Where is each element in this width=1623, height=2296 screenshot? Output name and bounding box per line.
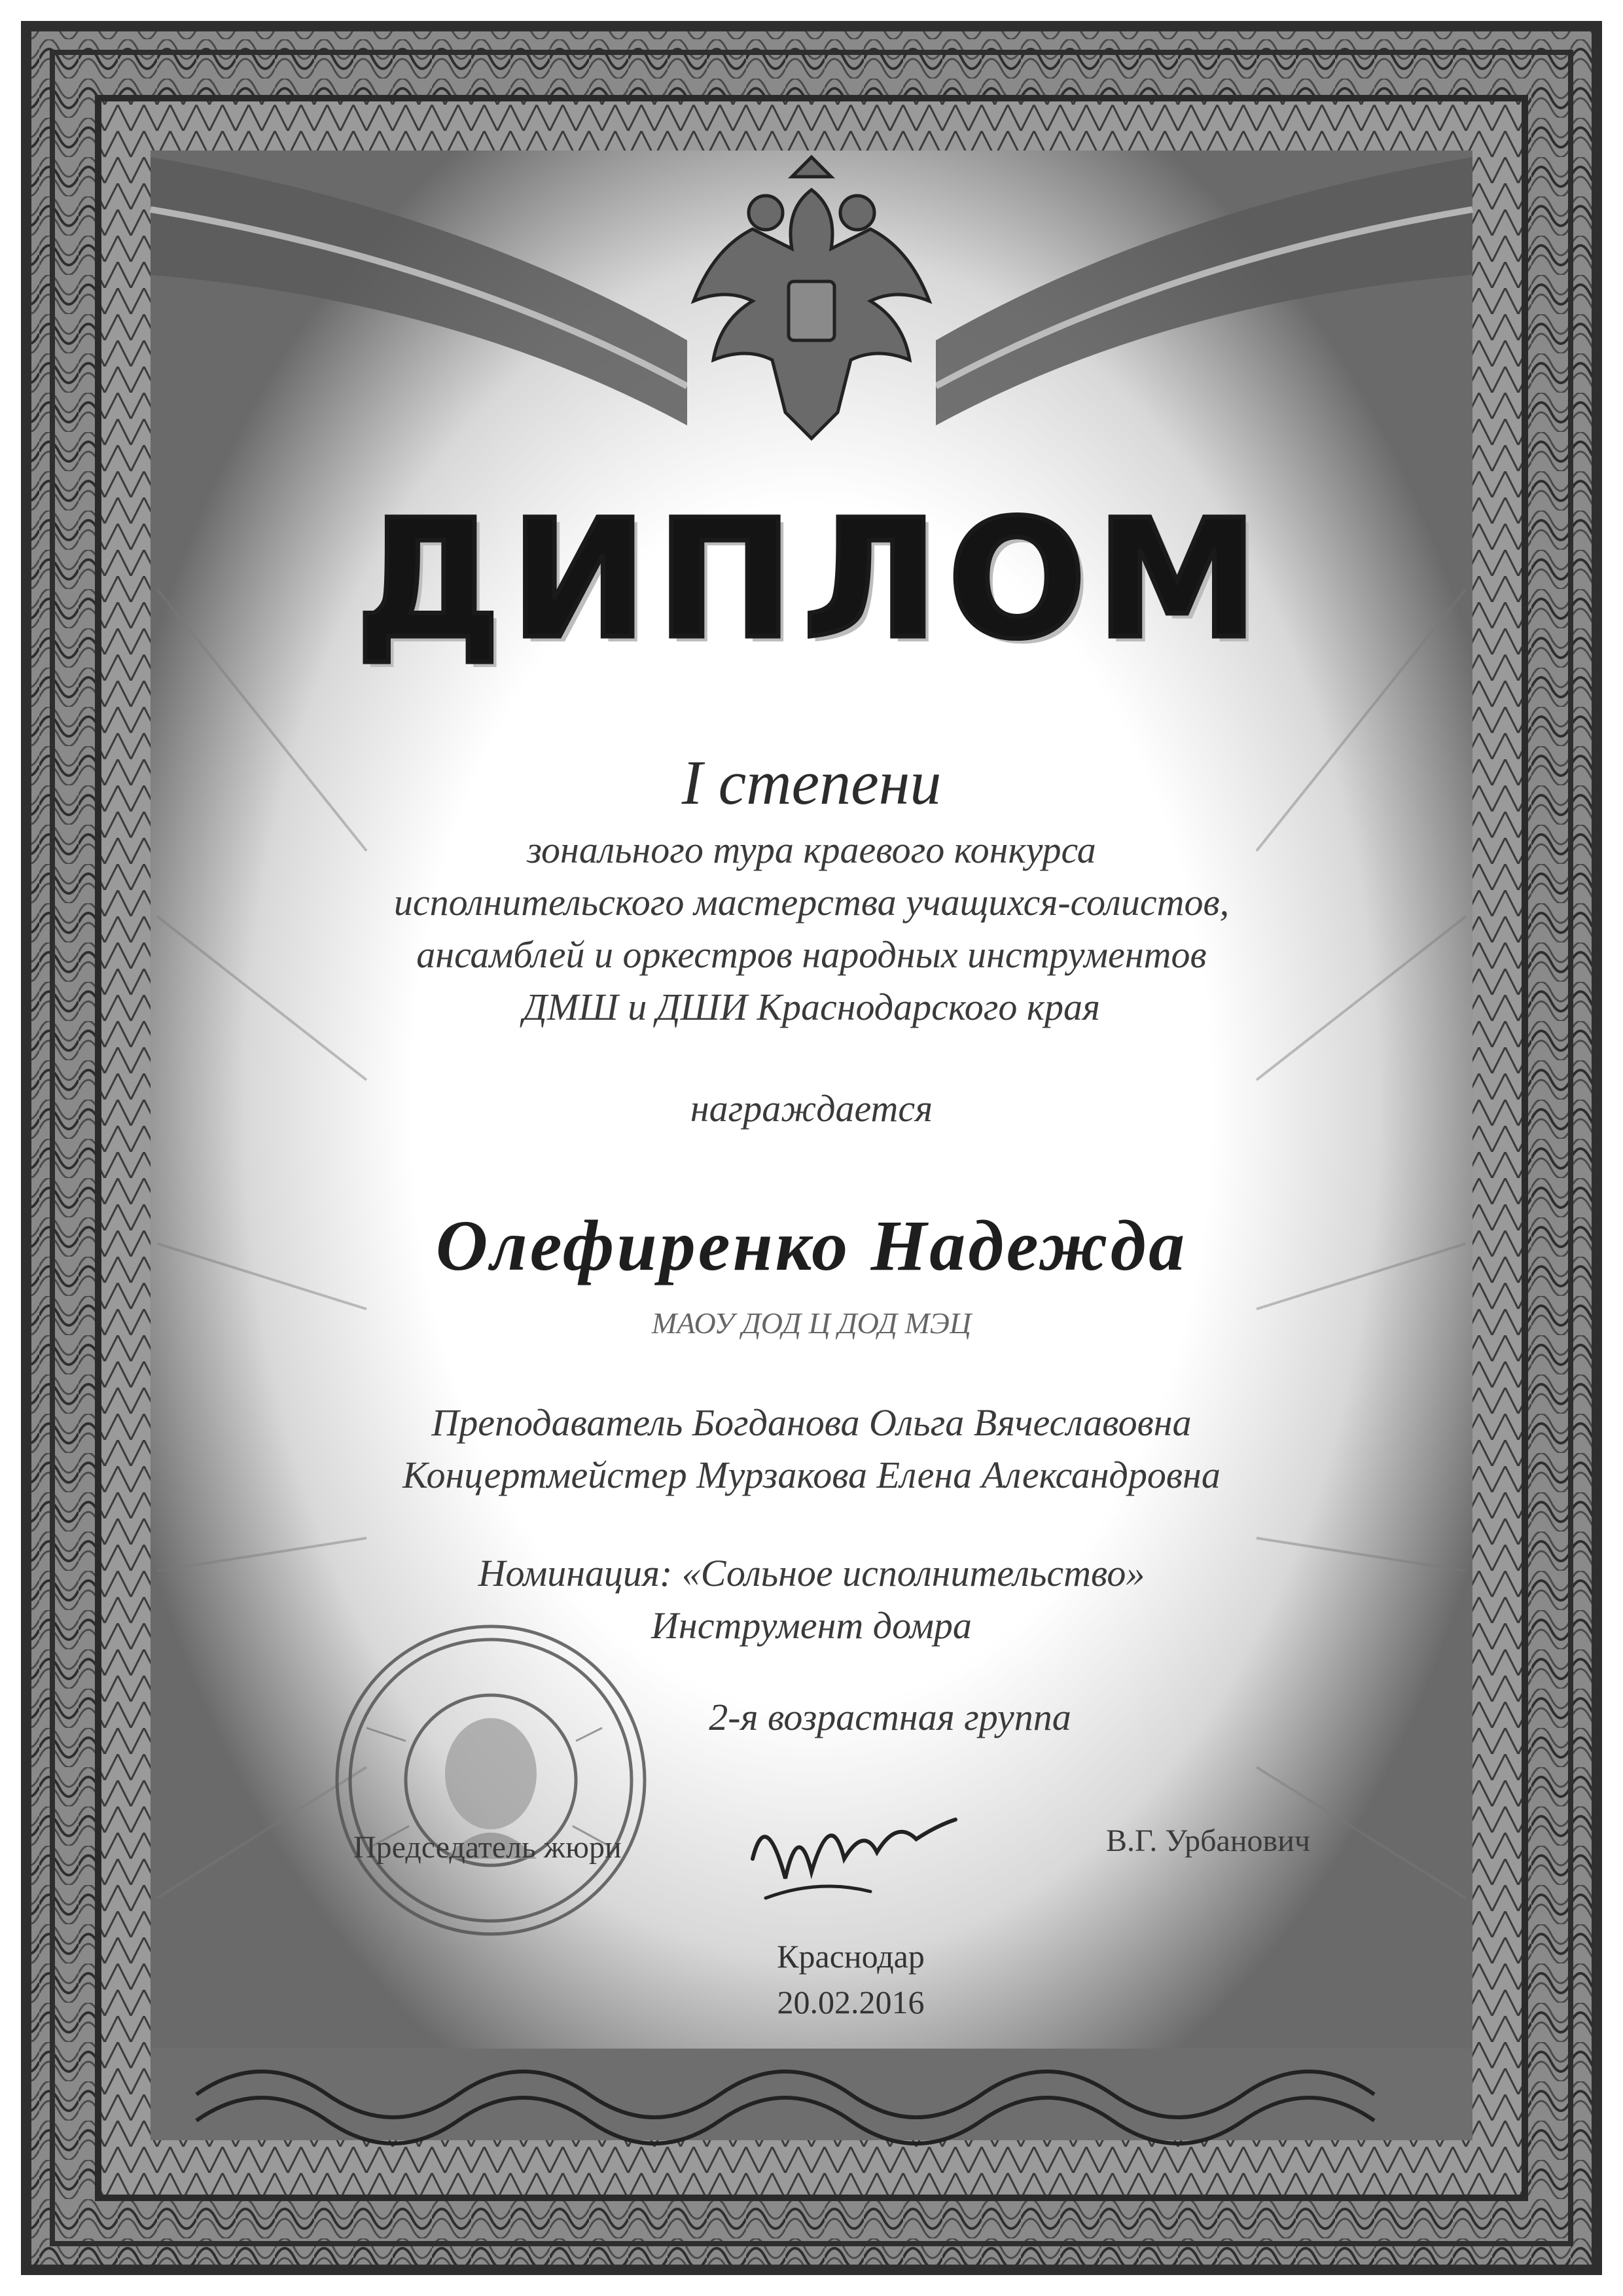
chair-label: Председатель жюри bbox=[353, 1830, 622, 1865]
city: Краснодар bbox=[777, 1938, 925, 1975]
competition-line: ДМШ и ДШИ Краснодарского края bbox=[523, 986, 1100, 1028]
double-headed-eagle-icon bbox=[654, 151, 969, 458]
teacher: Преподаватель Богданова Ольга Вячеславовна bbox=[431, 1401, 1192, 1444]
nomination: Номинация: «Сольное исполнительство» bbox=[478, 1552, 1145, 1594]
age-group: 2-я возрастная группа bbox=[709, 1696, 1071, 1738]
accompanist: Концертмейстер Мурзакова Елена Александровна bbox=[402, 1454, 1221, 1496]
recipient-name: Олефиренко Надежда bbox=[435, 1206, 1188, 1285]
document-title: ДИПЛОМ bbox=[355, 484, 1268, 675]
date: 20.02.2016 bbox=[777, 1984, 925, 2020]
instrument: Инструмент домра bbox=[651, 1604, 972, 1647]
awarded-label: награждается bbox=[690, 1087, 933, 1130]
round-seal-icon bbox=[327, 1597, 654, 1964]
competition-line: ансамблей и оркестров народных инструментов bbox=[416, 933, 1207, 976]
chair-name: В.Г. Урбанович bbox=[1106, 1823, 1311, 1858]
competition-line: зонального тура краевого конкурса bbox=[527, 829, 1096, 871]
competition-line: исполнительского мастерства учащихся-солистов, bbox=[393, 881, 1230, 924]
organization: МАОУ ДОД Ц ДОД МЭЦ bbox=[651, 1306, 972, 1340]
signature-icon bbox=[740, 1780, 975, 1931]
degree: I степени bbox=[681, 747, 942, 817]
